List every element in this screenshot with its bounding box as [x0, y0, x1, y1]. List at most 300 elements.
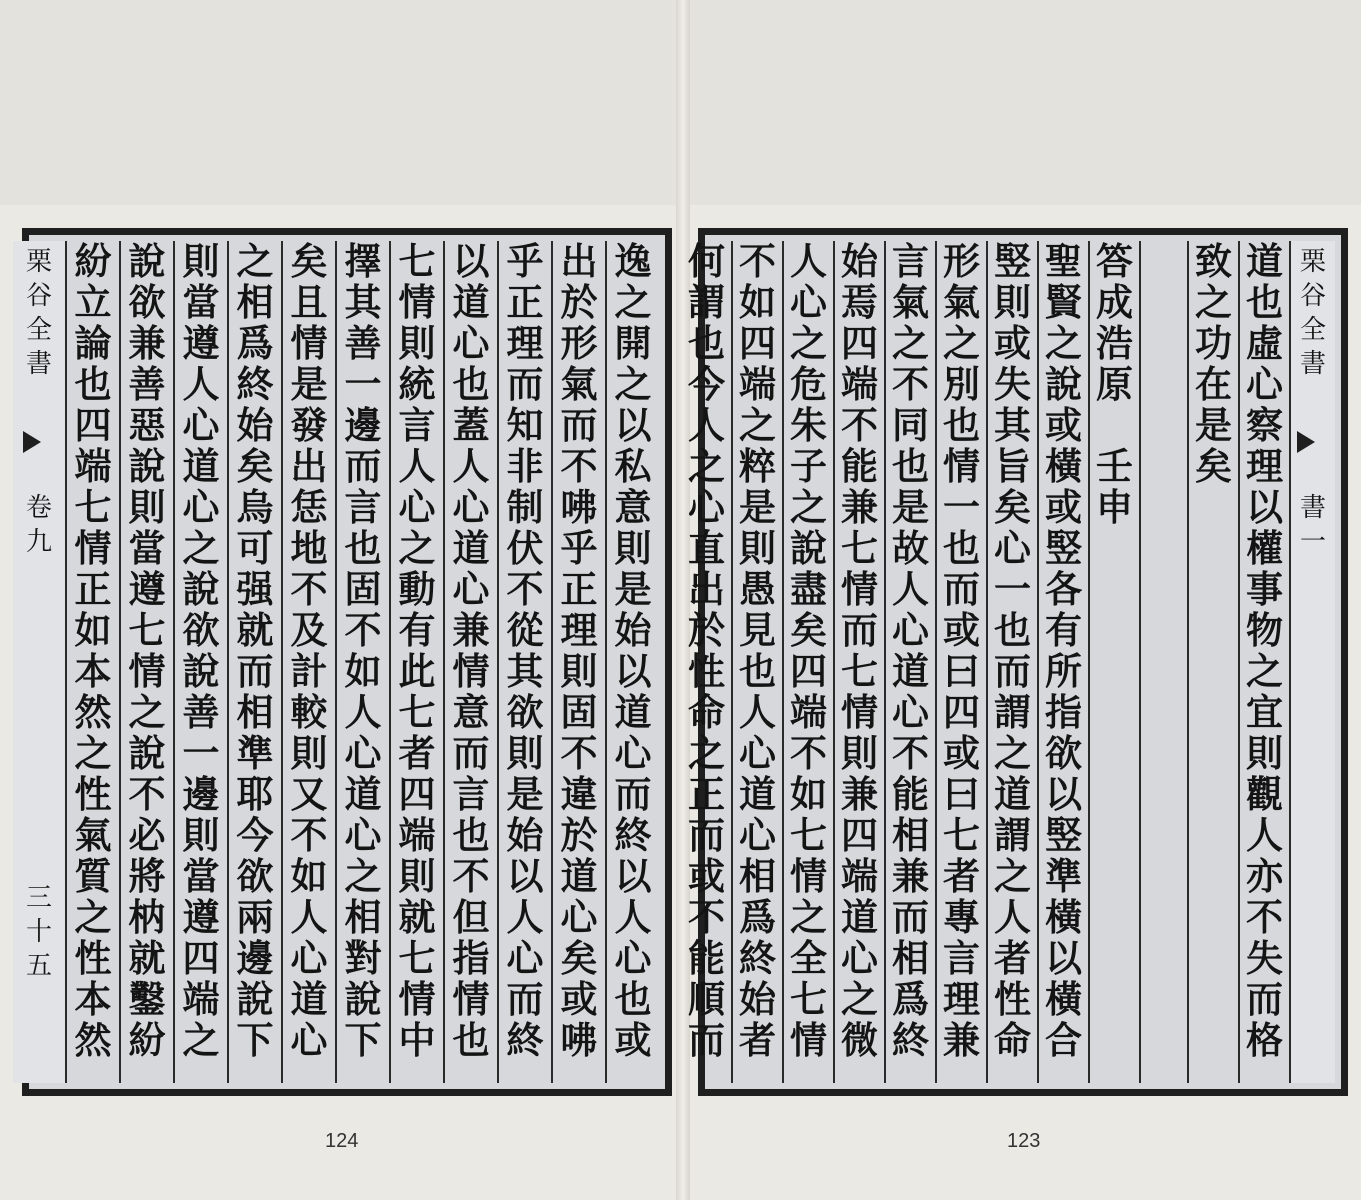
glyph: 相 [344, 895, 382, 939]
glyph: 以 [1246, 485, 1283, 529]
glyph: 也 [1246, 280, 1283, 324]
glyph: 相 [892, 813, 929, 857]
glyph: 出 [688, 567, 725, 611]
glyph: 之 [790, 485, 827, 529]
glyph: 不 [1246, 895, 1283, 939]
glyph: 一 [1299, 527, 1326, 557]
glyph: 發 [290, 403, 328, 447]
glyph: 以 [506, 854, 544, 898]
glyph: 或 [1045, 403, 1082, 447]
glyph: 之 [892, 321, 929, 365]
glyph: 道 [739, 772, 776, 816]
glyph: 五 [25, 951, 52, 981]
glyph: 也 [74, 362, 112, 406]
glyph: 矣 [290, 241, 328, 283]
glyph: 心 [290, 1018, 328, 1062]
text-column [65, 241, 119, 1083]
text-column [173, 241, 227, 1083]
glyph: 同 [892, 403, 929, 447]
glyph: 不 [841, 403, 878, 447]
glyph: 橫 [1045, 895, 1082, 939]
glyph: 言 [398, 403, 436, 447]
glyph: 善 [344, 321, 382, 365]
glyph: 性 [74, 936, 112, 980]
glyph: 答 [1096, 241, 1133, 283]
glyph: 七 [841, 526, 878, 570]
glyph: 當 [182, 280, 220, 324]
glyph: 七 [398, 936, 436, 980]
glyph: 四 [841, 321, 878, 365]
glyph: 形 [560, 321, 598, 365]
glyph: 而 [344, 444, 382, 488]
glyph: 所 [1045, 649, 1082, 693]
fishtail-mark-icon [19, 431, 59, 453]
glyph: 心 [344, 813, 382, 857]
glyph: 地 [290, 526, 328, 570]
glyph: 合 [1045, 1018, 1082, 1062]
glyph: 曰 [943, 772, 980, 816]
glyph: 指 [452, 936, 490, 980]
glyph: 說 [128, 731, 166, 775]
glyph: 栗 [25, 247, 52, 277]
glyph: 說 [1045, 362, 1082, 406]
glyph: 理 [943, 977, 980, 1021]
glyph: 一 [943, 485, 980, 529]
glyph: 心 [452, 485, 490, 529]
glyph: 而 [943, 567, 980, 611]
glyph: 情 [398, 977, 436, 1021]
glyph: 則 [506, 731, 544, 775]
glyph: 欲 [128, 280, 166, 324]
glyph: 事 [1246, 567, 1283, 611]
glyph: 一 [994, 567, 1031, 611]
glyph: 理 [1246, 444, 1283, 488]
glyph: 終 [506, 1018, 544, 1062]
glyph: 人 [739, 690, 776, 734]
glyph: 心 [892, 608, 929, 652]
glyph: 始 [236, 403, 274, 447]
glyph: 兼 [943, 1018, 980, 1062]
glyph: 子 [790, 444, 827, 488]
glyph: 或 [560, 977, 598, 1021]
glyph: 終 [739, 936, 776, 980]
glyph: 兼 [892, 854, 929, 898]
glyph: 觀 [1246, 772, 1283, 816]
glyph: 其 [344, 280, 382, 324]
glyph: 兩 [236, 895, 274, 939]
glyph: 心 [739, 731, 776, 775]
glyph: 書 [1299, 493, 1326, 523]
glyph: 其 [994, 403, 1031, 447]
glyph: 正 [560, 567, 598, 611]
glyph: 强 [236, 567, 274, 611]
glyph: 命 [688, 690, 725, 734]
glyph: 而 [506, 362, 544, 406]
glyph: 說 [344, 977, 382, 1021]
glyph: 之 [1195, 280, 1232, 324]
glyph: 則 [560, 649, 598, 693]
glyph: 而 [994, 649, 1031, 693]
glyph: 竪 [1045, 813, 1082, 857]
glyph: 人 [398, 444, 436, 488]
glyph: 心 [398, 485, 436, 529]
glyph: 人 [1246, 813, 1283, 857]
glyph: 然 [74, 1018, 112, 1062]
glyph: 就 [398, 895, 436, 939]
glyph: 人 [452, 444, 490, 488]
glyph: 今 [688, 362, 725, 406]
glyph: 則 [290, 731, 328, 775]
glyph: 兼 [452, 608, 490, 652]
glyph: 相 [236, 690, 274, 734]
glyph: 四 [74, 403, 112, 447]
glyph: 是 [739, 485, 776, 529]
glyph: 浩 [1096, 321, 1133, 365]
glyph: 相 [236, 280, 274, 324]
glyph: 之 [790, 321, 827, 365]
right-page [688, 228, 1348, 1096]
glyph: 故 [892, 526, 929, 570]
glyph: 善 [128, 362, 166, 406]
glyph: 說 [182, 649, 220, 693]
text-column [1187, 241, 1238, 1083]
right-margin-column [1289, 241, 1335, 1083]
glyph: 心 [182, 485, 220, 529]
glyph: 道 [560, 854, 598, 898]
text-column [227, 241, 281, 1083]
glyph: 欲 [1045, 731, 1082, 775]
glyph: 而 [506, 977, 544, 1021]
glyph: 失 [1246, 936, 1283, 980]
glyph: 命 [994, 1018, 1031, 1062]
glyph: 善 [182, 690, 220, 734]
glyph: 心 [182, 403, 220, 447]
glyph: 心 [560, 895, 598, 939]
glyph: 紛 [128, 1018, 166, 1062]
glyph: 於 [688, 608, 725, 652]
glyph: 是 [506, 772, 544, 816]
glyph: 將 [128, 854, 166, 898]
glyph: 七 [398, 241, 436, 283]
glyph: 邊 [344, 403, 382, 447]
glyph: 而 [841, 608, 878, 652]
glyph: 欲 [506, 690, 544, 734]
glyph: 不 [128, 772, 166, 816]
glyph: 爲 [892, 977, 929, 1021]
glyph: 四 [398, 772, 436, 816]
glyph: 就 [128, 936, 166, 980]
glyph: 說 [236, 977, 274, 1021]
glyph: 之 [398, 526, 436, 570]
glyph: 邊 [182, 772, 220, 816]
glyph: 出 [290, 444, 328, 488]
glyph: 理 [560, 608, 598, 652]
glyph: 情 [452, 977, 490, 1021]
glyph: 形 [943, 241, 980, 283]
glyph: 或 [614, 1018, 652, 1062]
text-column [884, 241, 935, 1083]
glyph: 則 [182, 813, 220, 857]
glyph: 心 [614, 731, 652, 775]
glyph: 固 [344, 567, 382, 611]
glyph: 此 [398, 649, 436, 693]
glyph: 七 [128, 608, 166, 652]
glyph: 聖 [1045, 241, 1082, 283]
glyph: 矣 [994, 485, 1031, 529]
glyph: 三 [25, 883, 52, 913]
glyph: 如 [344, 649, 382, 693]
glyph: 心 [290, 936, 328, 980]
glyph: 心 [452, 567, 490, 611]
glyph: 且 [290, 280, 328, 324]
glyph: 也 [688, 321, 725, 365]
text-column [986, 241, 1037, 1083]
glyph: 於 [560, 280, 598, 324]
text-column [497, 241, 551, 1083]
glyph: 之 [841, 977, 878, 1021]
glyph: 或 [688, 854, 725, 898]
glyph: 道 [182, 444, 220, 488]
glyph: 能 [841, 444, 878, 488]
glyph: 氣 [892, 280, 929, 324]
glyph: 致 [1195, 241, 1232, 283]
glyph: 賢 [1045, 280, 1082, 324]
glyph: 道 [1246, 241, 1283, 283]
glyph: 七 [841, 649, 878, 693]
text-column [1238, 241, 1289, 1083]
glyph: 以 [614, 649, 652, 693]
glyph: 情 [841, 567, 878, 611]
glyph: 之 [236, 241, 274, 283]
glyph: 人 [290, 895, 328, 939]
glyph: 之 [943, 321, 980, 365]
glyph: 如 [739, 280, 776, 324]
left-page-number: 124 [325, 1130, 359, 1152]
glyph: 而 [892, 895, 929, 939]
glyph: 統 [398, 362, 436, 406]
glyph: 道 [452, 526, 490, 570]
glyph: 之 [1045, 321, 1082, 365]
glyph: 或 [1045, 485, 1082, 529]
fishtail-mark-icon [1293, 431, 1333, 453]
glyph: 下 [344, 1018, 382, 1062]
glyph: 橫 [1045, 444, 1082, 488]
glyph: 道 [290, 977, 328, 1021]
glyph: 也 [943, 403, 980, 447]
glyph: 本 [74, 649, 112, 693]
glyph: 粹 [739, 444, 776, 488]
glyph: 心 [739, 813, 776, 857]
glyph: 固 [560, 690, 598, 734]
glyph: 說 [182, 567, 220, 611]
glyph: 之 [74, 895, 112, 939]
glyph: 而 [614, 772, 652, 816]
glyph: 察 [1246, 403, 1283, 447]
glyph: 端 [398, 813, 436, 857]
glyph: 不 [560, 731, 598, 775]
glyph: 逸 [614, 241, 652, 283]
glyph: 人 [344, 690, 382, 734]
glyph: 則 [994, 280, 1031, 324]
glyph: 言 [452, 772, 490, 816]
glyph: 氣 [74, 813, 112, 857]
glyph: 違 [560, 772, 598, 816]
glyph: 七 [790, 813, 827, 857]
glyph: 谷 [1299, 281, 1326, 311]
glyph: 不 [892, 362, 929, 406]
glyph: 則 [841, 731, 878, 775]
glyph: 矣 [790, 608, 827, 652]
glyph: 之 [182, 526, 220, 570]
glyph: 枘 [128, 895, 166, 939]
glyph: 以 [1045, 936, 1082, 980]
glyph: 而 [236, 649, 274, 693]
glyph: 也 [943, 526, 980, 570]
glyph: 而 [560, 403, 598, 447]
glyph: 是 [1195, 403, 1232, 447]
glyph: 能 [892, 772, 929, 816]
glyph: 者 [994, 936, 1031, 980]
glyph: 可 [236, 526, 274, 570]
glyph: 亦 [1246, 854, 1283, 898]
glyph: 是 [290, 362, 328, 406]
glyph: 者 [398, 731, 436, 775]
glyph: 之 [614, 280, 652, 324]
glyph: 始 [614, 608, 652, 652]
glyph: 準 [1045, 854, 1082, 898]
glyph: 乎 [560, 526, 598, 570]
glyph: 不 [452, 854, 490, 898]
glyph: 申 [1096, 485, 1133, 529]
glyph: 微 [841, 1018, 878, 1062]
glyph: 見 [739, 608, 776, 652]
glyph: 壬 [1096, 444, 1133, 488]
glyph: 成 [1096, 280, 1133, 324]
glyph: 心 [688, 485, 725, 529]
glyph: 也 [344, 526, 382, 570]
glyph: 則 [739, 526, 776, 570]
glyph: 格 [1246, 1018, 1283, 1062]
glyph: 道 [892, 649, 929, 693]
glyph: 朱 [790, 403, 827, 447]
text-column [605, 241, 659, 1083]
glyph: 情 [128, 649, 166, 693]
glyph: 端 [790, 690, 827, 734]
glyph: 又 [290, 772, 328, 816]
glyph: 旨 [994, 444, 1031, 488]
glyph: 焉 [841, 280, 878, 324]
glyph: 四 [739, 321, 776, 365]
glyph: 全 [1299, 315, 1326, 345]
glyph: 開 [614, 321, 652, 365]
margin-folio [13, 881, 65, 983]
glyph: 端 [739, 362, 776, 406]
glyph: 性 [74, 772, 112, 816]
glyph: 說 [128, 444, 166, 488]
glyph: 書 [25, 349, 52, 379]
glyph: 谷 [25, 281, 52, 311]
glyph: 但 [452, 895, 490, 939]
glyph: 及 [290, 608, 328, 652]
glyph: 說 [790, 526, 827, 570]
glyph: 權 [1246, 526, 1283, 570]
glyph: 情 [841, 690, 878, 734]
text-column [281, 241, 335, 1083]
glyph: 終 [236, 362, 274, 406]
text-column [833, 241, 884, 1083]
glyph: 理 [506, 321, 544, 365]
glyph: 情 [290, 321, 328, 365]
glyph: 書 [1299, 349, 1326, 379]
text-column [389, 241, 443, 1083]
glyph: 邊 [236, 936, 274, 980]
glyph: 專 [943, 895, 980, 939]
glyph: 情 [790, 1018, 827, 1062]
glyph: 之 [994, 731, 1031, 775]
glyph: 端 [841, 362, 878, 406]
glyph: 愚 [739, 567, 776, 611]
glyph: 當 [128, 526, 166, 570]
glyph: 如 [290, 854, 328, 898]
glyph: 之 [994, 854, 1031, 898]
glyph: 意 [452, 690, 490, 734]
glyph: 有 [398, 608, 436, 652]
glyph: 氣 [943, 280, 980, 324]
glyph: 順 [688, 977, 725, 1021]
glyph: 爲 [739, 895, 776, 939]
glyph: 則 [128, 485, 166, 529]
glyph: 伏 [506, 526, 544, 570]
glyph: 較 [290, 690, 328, 734]
glyph: 者 [739, 1018, 776, 1062]
glyph: 則 [398, 854, 436, 898]
text-column [1037, 241, 1088, 1083]
glyph: 謂 [688, 280, 725, 324]
glyph: 指 [1045, 690, 1082, 734]
glyph: 七 [398, 690, 436, 734]
glyph: 始 [506, 813, 544, 857]
glyph: 全 [25, 315, 52, 345]
text-column [443, 241, 497, 1083]
glyph: 於 [560, 813, 598, 857]
margin-title [1291, 245, 1335, 381]
glyph: 七 [74, 485, 112, 529]
glyph: 不 [688, 895, 725, 939]
glyph: 咈 [560, 1018, 598, 1062]
glyph: 謂 [994, 813, 1031, 857]
glyph: 非 [506, 444, 544, 488]
text-column [335, 241, 389, 1083]
glyph: 始 [841, 241, 878, 283]
margin-volume [13, 491, 65, 559]
glyph: 不 [344, 608, 382, 652]
glyph: 一 [182, 731, 220, 775]
glyph: 心 [452, 321, 490, 365]
glyph: 言 [892, 241, 929, 283]
glyph: 相 [892, 936, 929, 980]
glyph: 心 [841, 936, 878, 980]
glyph: 情 [74, 526, 112, 570]
glyph: 心 [994, 526, 1031, 570]
glyph: 人 [182, 362, 220, 406]
glyph: 能 [688, 936, 725, 980]
glyph: 中 [398, 1018, 436, 1062]
glyph: 乎 [506, 241, 544, 283]
glyph: 或 [994, 321, 1031, 365]
glyph: 人 [506, 895, 544, 939]
glyph: 矣 [560, 936, 598, 980]
glyph: 四 [841, 813, 878, 857]
